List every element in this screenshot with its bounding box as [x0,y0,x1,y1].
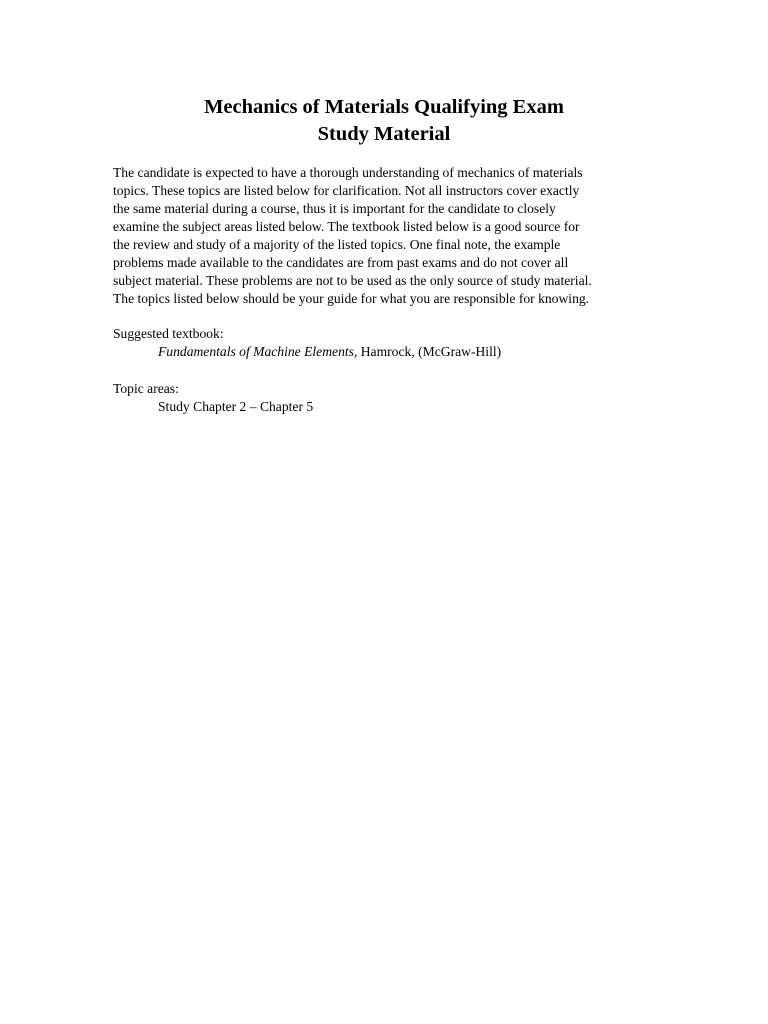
intro-line: the review and study of a majority of the listed topics. One final note, the example [113,237,561,252]
textbook-title: Fundamentals of Machine Elements [158,344,354,359]
topic-areas-section [113,380,313,416]
intro-line: examine the subject areas listed below. The textbook listed below is a good source for [113,219,580,234]
topic-areas-value: Study Chapter 2 – Chapter 5 [158,399,314,414]
title-line-2: Study Material [317,123,451,145]
document-title [0,94,768,148]
intro-line: problems made available to the candidates are from past exams and do not cover all [113,255,569,270]
textbook-details: , Hamrock, (McGraw-Hill) [353,344,502,359]
intro-line: the same material during a course, thus it is important for the candidate to closely [113,201,556,216]
intro-line: The topics listed below should be your guide for what you are responsible for knowing. [113,291,590,306]
intro-line: The candidate is expected to have a thorough understanding of mechanics of materials [113,165,583,180]
topic-areas-label: Topic areas: [113,381,179,396]
title-line-1: Mechanics of Materials Qualifying Exam [204,96,564,118]
intro-paragraph [113,164,658,308]
suggested-textbook-label: Suggested textbook: [113,326,224,341]
intro-line: subject material. These problems are not to be used as the only source of study material. [113,273,592,288]
intro-line: topics. These topics are listed below for clarification. Not all instructors cover exactly [113,183,580,198]
suggested-textbook-entry [113,343,501,361]
suggested-textbook-section [113,325,501,361]
